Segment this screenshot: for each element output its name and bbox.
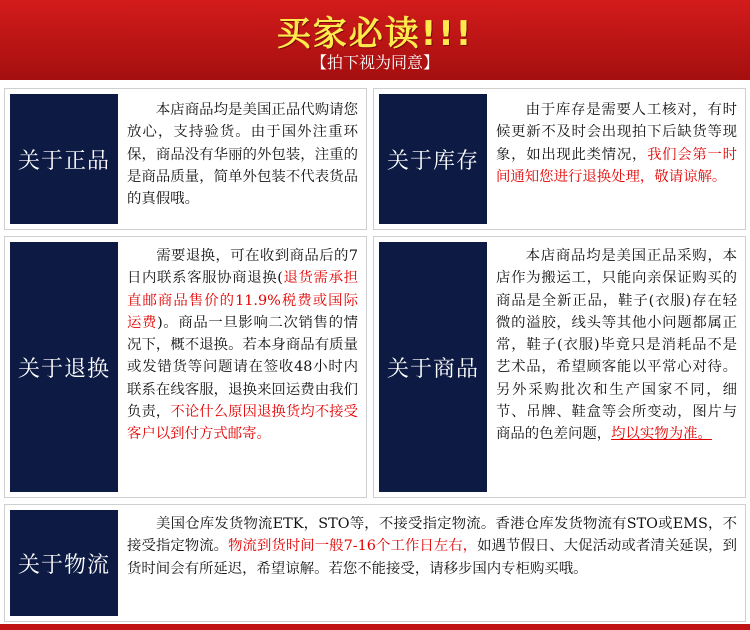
returns-body-1: 需要退换，可在收到商品后的7日内联系客服协商退换( (127, 248, 358, 287)
label-box-stock (379, 94, 487, 224)
shipping-body-1: 美国仓库发货物流ETK，STO等，不接受指定物流。香港仓库发货物流有STO或EMS，不接受指定物流。 (127, 516, 737, 555)
card-returns-text (127, 245, 358, 446)
label-returns: 关于退换 (17, 356, 110, 382)
shipping-body-emphasis: 物流到货时间一般7-16个工作日左右， (228, 538, 478, 555)
card-products (373, 236, 746, 498)
card-authentic (4, 88, 367, 230)
returns-body-2: )。商品一旦影响二次销售的情况下，概不退换。若本身商品有质量或发错货等问题请在签收48小时内联系在线客服，退换来回运费由我们负责， (127, 314, 358, 421)
authentic-body: 本店商品均是美国正品代购请您放心，支持验货。由于国外注重环保，商品没有华丽的外包装，注重的是商品质量，简单外包装不代表货品的真假哦。 (127, 102, 358, 208)
page-subtitle: 【拍下视为同意】 (310, 53, 439, 72)
card-shipping (4, 504, 746, 622)
header-banner (0, 0, 750, 80)
products-body-emphasis: 均以实物为准。 (611, 426, 712, 443)
label-box-shipping (10, 510, 118, 616)
bottom-bar (0, 624, 750, 630)
page-title: 买家必读!!! (276, 14, 474, 54)
label-stock: 关于库存 (386, 148, 479, 174)
returns-body-emphasis-2: 不论什么原因退换货均不接受客户以到付方式邮寄。 (127, 404, 358, 443)
card-shipping-text (127, 513, 737, 580)
card-products-text (496, 245, 737, 446)
label-products: 关于商品 (386, 356, 479, 382)
card-stock (373, 88, 746, 230)
card-returns (4, 236, 367, 498)
shipping-body-2: 如遇节假日、大促活动或者清关延误，到货时间会有所延迟，希望谅解。若您不能接受，请移步国内专柜购买哦。 (127, 538, 737, 577)
label-box-authentic (10, 94, 118, 224)
products-body: 本店商品均是美国正品采购，本店作为搬运工，只能向亲保证购买的商品是全新正品，鞋子(衣服)存在轻微的溢胶，线头等其他小问题都属正常，鞋子(衣服)毕竟只是消耗品不是艺术品，希望顾客能以平常心对待。另外采购批次和生产国家不同，细节、吊牌、鞋盒等会所变动，图片与商品的色差问题， (496, 248, 737, 443)
returns-body-emphasis-1: 退货需承担直邮商品售价的11.9%税费或国际运费 (127, 270, 358, 331)
label-box-returns (10, 242, 118, 492)
label-authentic: 关于正品 (17, 148, 110, 174)
label-box-products (379, 242, 487, 492)
stock-body: 由于库存是需要人工核对，有时候更新不及时会出现拍下后缺货等现象，如出现此类情况， (496, 102, 737, 163)
card-authentic-text (127, 99, 358, 210)
stock-body-emphasis: 我们会第一时间通知您进行退换处理，敬请谅解。 (496, 146, 737, 185)
card-stock-text (496, 99, 737, 188)
label-shipping: 关于物流 (17, 552, 110, 578)
